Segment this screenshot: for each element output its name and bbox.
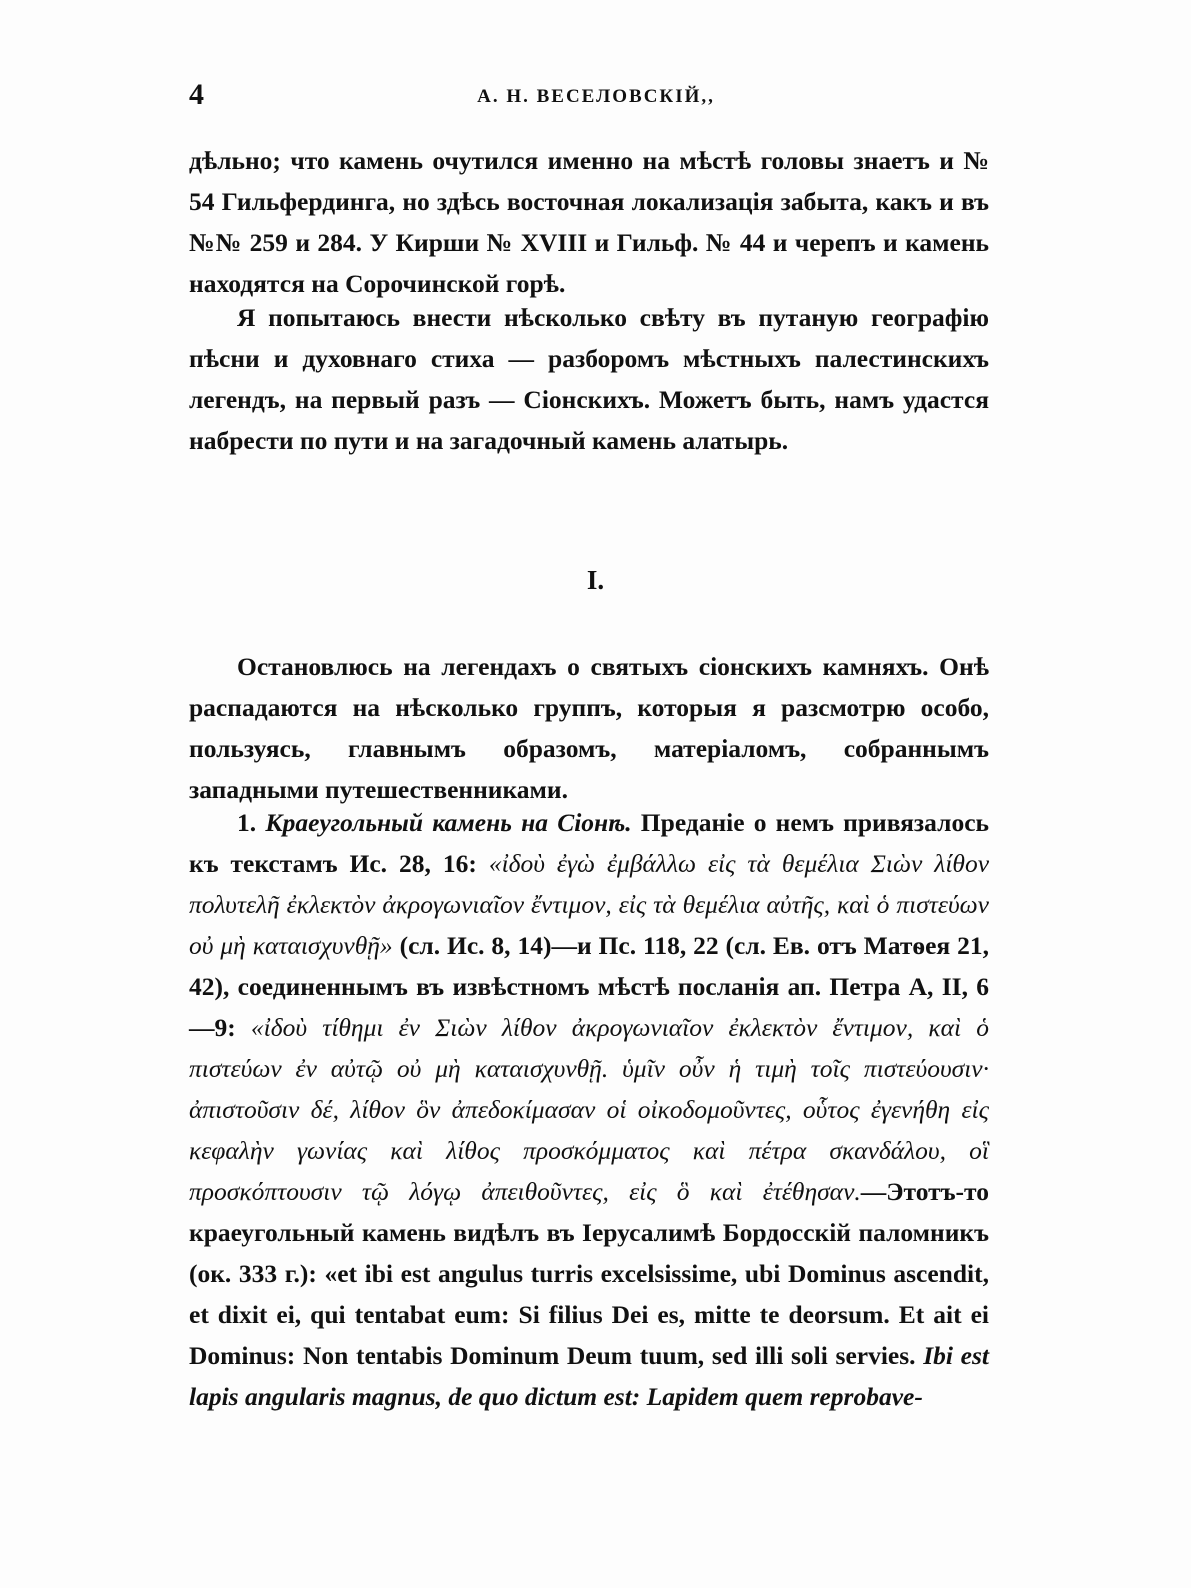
- paragraph-intro: [189, 297, 989, 461]
- latin-quote-italic: Ibi est lapis angularis magnus, de quo dictum est: Lapidem quem reprobave-: [189, 1341, 990, 1411]
- paragraph-cornerstone: [189, 802, 989, 1417]
- page-header: [189, 78, 1003, 118]
- paragraph-continuation: [189, 140, 989, 304]
- page-number: 4: [189, 78, 204, 111]
- paragraph-4-text-b: (сл. Ис. 8, 14)—и Пс. 118, 22 (сл. Ев. отъ Матѳея 21, 42), соединеннымъ въ извѣстномъ мѣстѣ посланія ап. Петра А, II, 6—9:: [189, 931, 989, 1042]
- paragraph-2-text: Я попытаюсь внести нѣсколько свѣту въ путаную географію пѣсни и духовнаго стиха — разборомъ мѣстныхъ палестинскихъ легендъ, на первый разъ — Сіонскихъ. Можетъ быть, намъ удастся набрести по пути и на загадочный камень алатырь.: [189, 303, 989, 455]
- section-heading: I.: [586, 565, 605, 595]
- paragraph-3-text: Остановлюсь на легендахъ о святыхъ сіонскихъ камняхъ. Онѣ распадаются на нѣсколько группъ, которыя я разсмотрю особо, пользуясь, главнымъ образомъ, матеріаломъ, собраннымъ западными путешественниками.: [189, 652, 989, 804]
- paragraph-4-text-c: —Этотъ-то краеугольный камень видѣлъ въ Іерусалимѣ Бордосскій паломникъ (ок. 333 г.): «et ibi est angulus turris excelsissime, ubi Dominus ascendit, et dixit ei, qui tentabat eum: Si filius Dei es, mitte te deorsum. Et ait ei Dominus: Non tentabis Dominum Deum tuum, sed illi soli servies.: [189, 1177, 989, 1370]
- greek-quote-isaiah: «ἰδοὺ ἐγὼ ἐμβάλλω εἰς τὰ θεμέλια Σιὼν λίθον πολυτελῆ ἐκλεκτὸν ἀκρογωνιαῖον ἔντιμον, εἰς τὰ θεμέλια αὐτῆς, καὶ ὁ πιστεύων οὐ μὴ καταισχυνθῇ»: [189, 849, 990, 960]
- item-number: 1.: [237, 808, 257, 837]
- running-title: А. Н. ВЕСЕЛОВСКІЙ,,: [477, 86, 715, 107]
- paragraph-sion-stones: [189, 646, 989, 810]
- paragraph-1-text: дѣльно; что камень очутился именно на мѣстѣ головы знаетъ и № 54 Гильфердинга, но здѣсь восточная локализація забыта, какъ и въ №№ 259 и 284. У Кирши № XVIII и Гильф. № 44 и черепъ и камень находятся на Сорочинской горѣ.: [189, 146, 989, 298]
- paragraph-4-text-a: Преданіе о немъ привязалось къ текстамъ Ис. 28, 16:: [189, 808, 990, 878]
- greek-quote-peter: «ἰδοὺ τίθημι ἐν Σιὼν λίθον ἀκρογωνιαῖον ἐκλεκτὸν ἔντιμον, καὶ ὁ πιστεύων ἐν αὐτῷ οὐ μὴ καταισχυνθῇ. ὑμῖν οὖν ἡ τιμὴ τοῖς πιστεύουσιν· ἀπιστοῦσιν δέ, λίθον ὃν ἀπεδοκίμασαν οἱ οἰκοδομοῦντες, οὗτος ἐγενήθη εἰς κεφαλὴν γωνίας καὶ λίθος προσκόμματος καὶ πέτρα σκανδάλου, οἳ προσκόπτουσιν τῷ λόγῳ ἀπειθοῦντες, εἰς ὃ καὶ ἐτέθησαν.: [189, 1013, 990, 1206]
- item-title: Краеугольный камень на Сіонѣ.: [265, 808, 632, 837]
